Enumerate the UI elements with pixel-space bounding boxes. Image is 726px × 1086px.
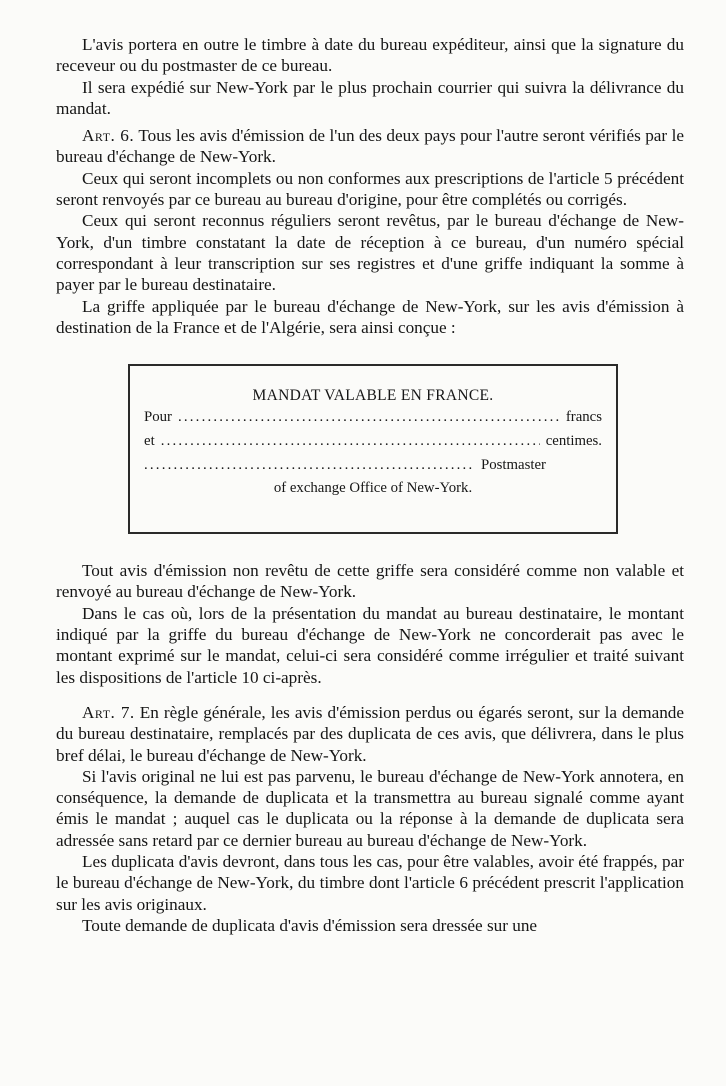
stamp-postmaster-label: Postmaster [481, 457, 546, 474]
stamp-row-centimes [144, 430, 602, 453]
stamp-centimes-label: centimes. [545, 433, 602, 450]
paragraph-demande-duplicata: Toute demande de duplicata d'avis d'émission sera dressée sur une [82, 915, 538, 935]
stamp-francs-label: francs [565, 409, 602, 426]
paragraph-griffe: La griffe appliquée par le bureau d'échange de New-York, sur les avis d'émission à destination de la France et de l'Algérie, sera ainsi conçue : [56, 296, 684, 337]
stamp-box [128, 364, 618, 534]
dotted-leader [178, 406, 560, 429]
stamp-row-francs [144, 406, 602, 429]
dotted-leader [161, 430, 540, 453]
stamp-row-postmaster [144, 454, 546, 477]
paragraph-non-valable: Tout avis d'émission non revêtu de cette griffe sera considéré comme non valable et renvoyé au bureau d'échange de New-York. [56, 561, 684, 602]
paragraph-expedition: Il sera expédié sur New-York par le plus prochain courrier qui suivra la délivrance du mandat. [56, 77, 684, 118]
article-7-label: Art. 7. [82, 702, 135, 722]
paragraph-montant: Dans le cas où, lors de la présentation du mandat au bureau destinataire, le montant indiqué par la griffe du bureau d'échange de New-York ne concorderait pas avec le montant exprimé sur le mandat, celui-ci sera considéré comme irrégulier et traité suivant les dispositions de l'article 10 ci-après. [56, 603, 684, 687]
article-7-text: En règle générale, les avis d'émission perdus ou égarés seront, sur la demande du bureau destinataire, remplacés par des duplicata de ces avis, que délivrera, dans le plus bref délai, le bureau d'échange de New-York. [56, 702, 685, 765]
stamp-title: MANDAT VALABLE EN FRANCE. [252, 387, 494, 405]
text-block-top [56, 34, 684, 338]
document-page [56, 34, 684, 936]
paragraph-article-6 [56, 125, 684, 168]
article-6-label: Art. 6. [82, 126, 135, 146]
paragraph-timbre: L'avis portera en outre le timbre à date du bureau expéditeur, ainsi que la signature du receveur ou du postmaster de ce bureau. [56, 35, 684, 76]
paragraph-incomplets: Ceux qui seront incomplets ou non conformes aux prescriptions de l'article 5 précédent seront renvoyés par ce bureau au bureau d'origine, pour être complétés ou corrigés. [56, 168, 684, 210]
dotted-leader [144, 454, 475, 477]
text-block-mid [56, 560, 684, 936]
article-6-text: Tous les avis d'émission de l'un des deux pays pour l'autre seront vérifiés par le bureau d'échange de New-York. [56, 126, 685, 167]
paragraph-avis-original: Si l'avis original ne lui est pas parvenu, le bureau d'échange de New-York annotera, en conséquence, la demande de duplicata et la transmettra au bureau signalé comme ayant émis le mandat ; auquel cas le duplicata ou la réponse à la demande de duplicata sera adressée sans retard par ce dernier bureau au bureau d'échange de New-York. [56, 766, 684, 850]
paragraph-article-7 [56, 702, 684, 766]
stamp-office-line: of exchange Office of New-York. [273, 480, 473, 497]
paragraph-reguliers: Ceux qui seront reconnus réguliers seront revêtus, par le bureau d'échange de New-York, d'un timbre constatant la date de réception à ce bureau, d'un numéro spécial correspondant à leur transcription sur ses registres et d'une griffe indiquant la somme à payer par le bureau destinataire. [56, 211, 684, 295]
paragraph-duplicata-valables: Les duplicata d'avis devront, dans tous les cas, pour être valables, avoir été frappés, par le bureau d'échange de New-York, du timbre dont l'article 6 précédent prescrit l'application sur les avis originaux. [56, 852, 684, 914]
stamp-pour-label: Pour [144, 409, 172, 426]
stamp-et-label: et [144, 433, 155, 450]
